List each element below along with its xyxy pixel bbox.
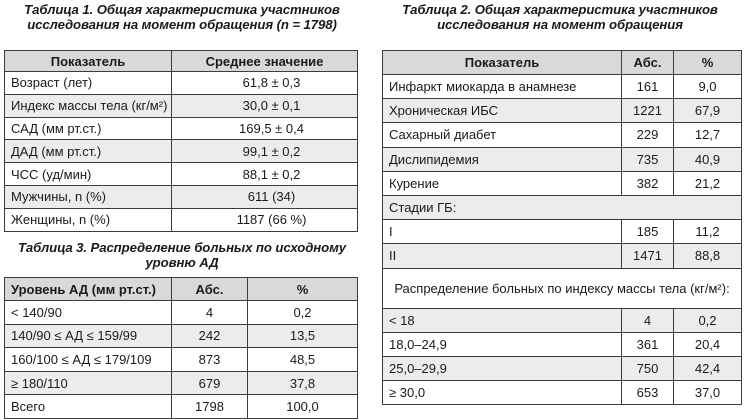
table2-cell-label: Курение (383, 171, 622, 195)
table2-cell-abs: 1221 (622, 99, 674, 123)
table1-cell-label: ЧСС (уд/мин) (5, 163, 172, 186)
table2-cell-abs: 4 (622, 308, 674, 332)
table2-cell-label: Инфаркт миокарда в анамнезе (383, 75, 622, 99)
table1-caption (4, 2, 360, 32)
table2-cell-label: 18,0–24,9 (383, 332, 622, 356)
table3-cell-percent: 100,0 (248, 395, 358, 419)
table2-cell-label: II (383, 244, 622, 268)
table3-header-bp-level: Уровень АД (мм рт.ст.) (5, 278, 172, 301)
table3-cell-abs: 4 (172, 301, 248, 325)
table2-cell-percent: 11,2 (674, 220, 742, 244)
table-row (383, 195, 742, 219)
table1 (4, 50, 358, 232)
table3 (4, 277, 358, 419)
table1-cell-value: 611 (34) (172, 185, 358, 208)
table2-cell-percent: 67,9 (674, 99, 742, 123)
table2-cell-percent: 20,4 (674, 332, 742, 356)
table3-cell-level: < 140/90 (5, 301, 172, 325)
table1-cell-label: Мужчины, n (%) (5, 185, 172, 208)
table3-cell-percent: 0,2 (248, 301, 358, 325)
table2-cell-label: I (383, 220, 622, 244)
table1-cell-label: Женщины, n (%) (5, 208, 172, 231)
table2-cell-percent: 88,8 (674, 244, 742, 268)
table-row (5, 72, 358, 95)
table-row (383, 244, 742, 268)
table2-cell-percent: 40,9 (674, 147, 742, 171)
table3-cell-percent: 37,8 (248, 371, 358, 395)
table-row (383, 220, 742, 244)
table3-caption-line1: Таблица 3. Распределение больных по исходному (17, 240, 347, 255)
table3-cell-level: ≥ 180/110 (5, 371, 172, 395)
table-row (5, 371, 358, 395)
table-row (5, 301, 358, 325)
table-row (383, 171, 742, 195)
table3-caption (4, 240, 360, 270)
table2-cell-abs: 161 (622, 75, 674, 99)
table1-cell-value: 88,1 ± 0,2 (172, 163, 358, 186)
table1-cell-value: 61,8 ± 0,3 (172, 72, 358, 95)
table3-cell-level: Всего (5, 395, 172, 419)
table1-caption-line2: исследования на момент обращения (n = 1798) (27, 17, 337, 32)
table3-cell-abs: 242 (172, 324, 248, 348)
table2-cell-abs: 750 (622, 356, 674, 380)
table2-section-bmi-distribution: Распределение больных по индексу массы тела (кг/м²): (383, 268, 742, 308)
table-row (5, 163, 358, 186)
table-row (383, 381, 742, 405)
table2-cell-abs: 382 (622, 171, 674, 195)
table3-header-abs: Абс. (172, 278, 248, 301)
table3-cell-percent: 13,5 (248, 324, 358, 348)
table3-header-percent: % (248, 278, 358, 301)
table2-caption-line1: Таблица 2. Общая характеристика участников (402, 2, 718, 17)
table-row (383, 123, 742, 147)
table1-caption-line1: Таблица 1. Общая характеристика участников (24, 2, 340, 17)
table2-header-row (383, 51, 742, 75)
table2-header-indicator: Показатель (383, 51, 622, 75)
table3-caption-line2: уровню АД (145, 255, 219, 270)
table1-cell-label: Возраст (лет) (5, 72, 172, 95)
table2-cell-percent: 37,0 (674, 381, 742, 405)
table2-cell-percent: 42,4 (674, 356, 742, 380)
table1-cell-label: Индекс массы тела (кг/м²) (5, 94, 172, 117)
table-row (383, 332, 742, 356)
table-row (383, 356, 742, 380)
table2-cell-percent: 12,7 (674, 123, 742, 147)
table2-cell-abs: 653 (622, 381, 674, 405)
table1-cell-value: 30,0 ± 0,1 (172, 94, 358, 117)
table1-header-indicator: Показатель (5, 51, 172, 72)
table3-cell-percent: 48,5 (248, 348, 358, 372)
table-row (5, 117, 358, 140)
table-row (5, 208, 358, 231)
table1-cell-value: 1187 (66 %) (172, 208, 358, 231)
table2-cell-percent: 0,2 (674, 308, 742, 332)
table-row (5, 395, 358, 419)
table2-caption (378, 2, 742, 32)
table-row (5, 140, 358, 163)
table2-cell-label: Дислипидемия (383, 147, 622, 171)
table2-cell-abs: 1471 (622, 244, 674, 268)
table2 (382, 50, 742, 405)
table-row (5, 324, 358, 348)
table1-header-row (5, 51, 358, 72)
table1-header-mean: Среднее значение (172, 51, 358, 72)
table-row (5, 185, 358, 208)
table2-cell-label: < 18 (383, 308, 622, 332)
table3-cell-level: 160/100 ≤ АД ≤ 179/109 (5, 348, 172, 372)
table-row (383, 147, 742, 171)
table2-header-abs: Абс. (622, 51, 674, 75)
table1-cell-label: ДАД (мм рт.ст.) (5, 140, 172, 163)
table2-section-gb-stages: Стадии ГБ: (383, 195, 742, 219)
table2-header-percent: % (674, 51, 742, 75)
table2-cell-abs: 361 (622, 332, 674, 356)
table-row (383, 268, 742, 308)
table3-cell-abs: 873 (172, 348, 248, 372)
table-row (383, 308, 742, 332)
table2-cell-percent: 9,0 (674, 75, 742, 99)
table2-caption-line2: исследования на момент обращения (437, 17, 683, 32)
table2-cell-label: 25,0–29,9 (383, 356, 622, 380)
table2-cell-label: ≥ 30,0 (383, 381, 622, 405)
table1-cell-label: САД (мм рт.ст.) (5, 117, 172, 140)
table2-cell-label: Сахарный диабет (383, 123, 622, 147)
table3-header-row (5, 278, 358, 301)
table1-cell-value: 169,5 ± 0,4 (172, 117, 358, 140)
table-row (5, 94, 358, 117)
table2-cell-abs: 735 (622, 147, 674, 171)
table2-cell-abs: 185 (622, 220, 674, 244)
table2-cell-abs: 229 (622, 123, 674, 147)
table2-cell-label: Хроническая ИБС (383, 99, 622, 123)
table3-cell-abs: 679 (172, 371, 248, 395)
table-row (383, 75, 742, 99)
table3-cell-abs: 1798 (172, 395, 248, 419)
table1-cell-value: 99,1 ± 0,2 (172, 140, 358, 163)
table-row (383, 99, 742, 123)
table-row (5, 348, 358, 372)
table2-cell-percent: 21,2 (674, 171, 742, 195)
table3-cell-level: 140/90 ≤ АД ≤ 159/99 (5, 324, 172, 348)
